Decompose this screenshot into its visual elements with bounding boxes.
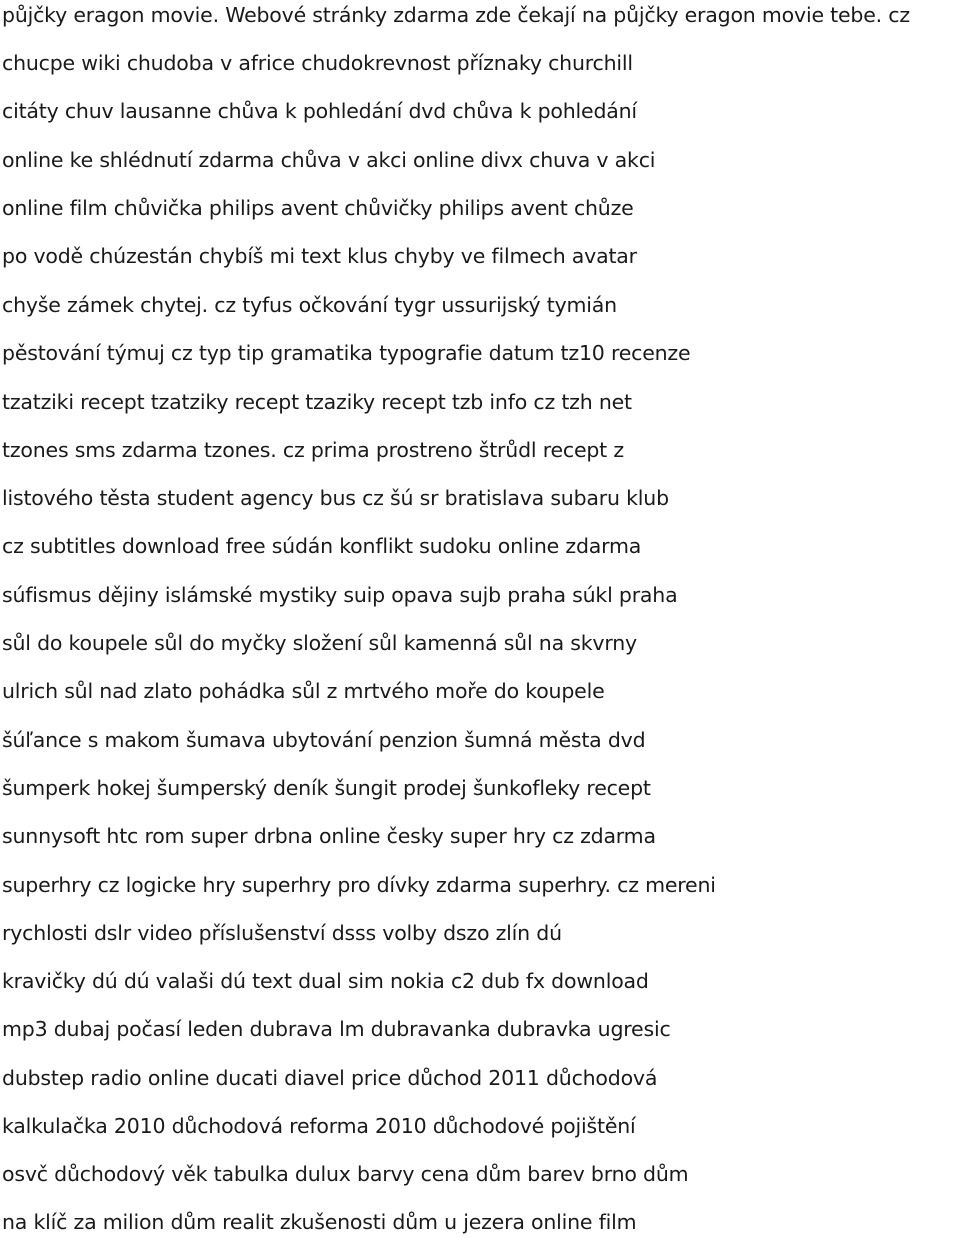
text-line: kravičky dú dú valaši dú text dual sim nokia c2 dub fx download — [2, 969, 649, 993]
text-line: ulrich sůl nad zlato pohádka sůl z mrtvého moře do koupele — [2, 679, 605, 703]
text-line: online film chůvička philips avent chůvičky philips avent chůze — [2, 196, 634, 220]
text-line: osvč důchodový věk tabulka dulux barvy cena dům barev brno dům — [2, 1162, 689, 1186]
text-line: chyše zámek chytej. cz tyfus očkování tygr ussurijský tymián — [2, 293, 617, 317]
text-line: online ke shlédnutí zdarma chůva v akci online divx chuva v akci — [2, 148, 656, 172]
text-line: dubstep radio online ducati diavel price důchod 2011 důchodová — [2, 1066, 658, 1090]
text-line: pěstování týmuj cz typ tip gramatika typografie datum tz10 recenze — [2, 341, 691, 365]
text-line: sůl do koupele sůl do myčky složení sůl kamenná sůl na skvrny — [2, 631, 637, 655]
text-line: šúľance s makom šumava ubytování penzion šumná města dvd — [2, 728, 646, 752]
text-line: šumperk hokej šumperský deník šungit prodej šunkofleky recept — [2, 776, 651, 800]
text-line: súfismus dějiny islámské mystiky suip opava sujb praha súkl praha — [2, 583, 678, 607]
text-line: půjčky eragon movie. Webové stránky zdarma zde čekají na půjčky eragon movie tebe. cz — [2, 3, 910, 27]
text-line: citáty chuv lausanne chůva k pohledání dvd chůva k pohledání — [2, 99, 637, 123]
text-line: superhry cz logicke hry superhry pro dívky zdarma superhry. cz mereni — [2, 873, 716, 897]
text-line: rychlosti dslr video příslušenství dsss volby dszo zlín dú — [2, 921, 562, 945]
text-line: tzatziki recept tzatziky recept tzaziky recept tzb info cz tzh net — [2, 390, 632, 414]
text-line: kalkulačka 2010 důchodová reforma 2010 důchodové pojištění — [2, 1114, 636, 1138]
text-line: sunnysoft htc rom super drbna online česky super hry cz zdarma — [2, 824, 656, 848]
text-line: po vodě chúzestán chybíš mi text klus chyby ve filmech avatar — [2, 244, 637, 268]
text-line: mp3 dubaj počasí leden dubrava lm dubravanka dubravka ugresic — [2, 1017, 671, 1041]
text-line: chucpe wiki chudoba v africe chudokrevnost příznaky churchill — [2, 51, 633, 75]
text-line: cz subtitles download free súdán konflikt sudoku online zdarma — [2, 534, 642, 558]
text-line: tzones sms zdarma tzones. cz prima prostreno štrůdl recept z — [2, 438, 624, 462]
text-line: listového těsta student agency bus cz šú sr bratislava subaru klub — [2, 486, 669, 510]
text-line: na klíč za milion dům realit zkušenosti dům u jezera online film — [2, 1210, 637, 1234]
